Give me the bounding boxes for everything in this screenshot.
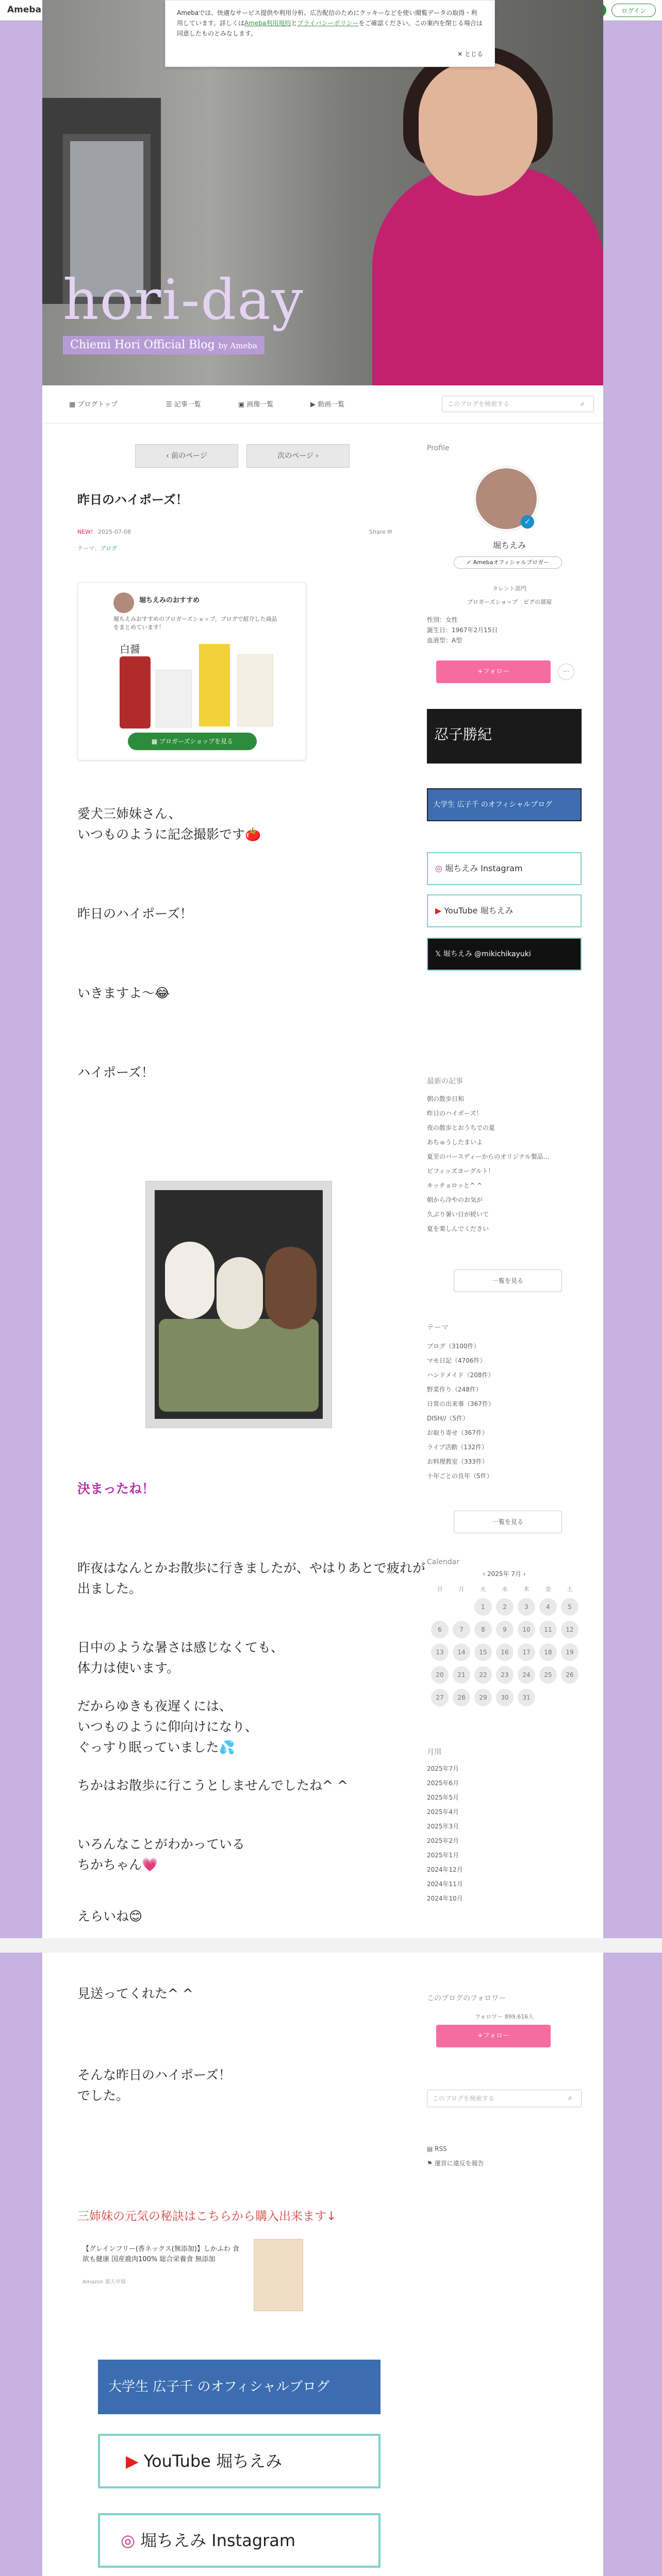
para-19: でした。 [77,2088,129,2103]
calendar-day[interactable]: 26 [561,1666,578,1684]
theme-item[interactable]: 十年ごとの良年（5件） [427,1472,493,1480]
nav-entry-list[interactable]: ☰ 記事一覧 [166,401,201,409]
blog-title[interactable]: hori-day [63,268,304,332]
para-12: ぐっすり眠っていました💦 [77,1740,235,1755]
para-20: 三姉妹の元気の秘訣はこちらから購入出来ます↓ [77,2210,337,2223]
prev-page-button[interactable]: ‹ 前のページ [135,444,238,468]
calendar-weekday: 土 [567,1586,573,1592]
official-badge: ✓ Amebaオフィシャルブロガー [454,556,562,569]
calendar-day[interactable]: 10 [518,1621,535,1638]
calendar-weekday: 火 [480,1586,486,1592]
calendar-day[interactable]: 4 [539,1598,557,1616]
theme-item[interactable]: お取り寄せ（367件） [427,1429,488,1436]
theme-item[interactable]: マモ日記（4706件） [427,1357,486,1364]
para-6: 決まったね！ [77,1481,155,1496]
sidebar-x-banner[interactable]: 𝕏 堀ちえみ @mikichikayuki [427,938,582,971]
calendar-day[interactable]: 24 [518,1666,535,1684]
product-box-3 [237,654,273,726]
archive-item[interactable]: 2024年11月 [427,1880,463,1888]
shop-brand: 白醤 [120,643,140,655]
article-theme: テーマ：ブログ [77,545,117,552]
archive-item[interactable]: 2025年4月 [427,1808,459,1816]
archive-item[interactable]: 2025年6月 [427,1780,459,1787]
calendar-day[interactable]: 21 [453,1666,470,1684]
blog-subtitle: Chiemi Hori Official Blog by Ameba [63,336,264,354]
archive-item[interactable]: 2025年7月 [427,1765,459,1772]
ameba-logo[interactable]: Ameba [7,5,42,15]
book-banner[interactable]: 忍子勝紀 [427,709,582,764]
recent-entry[interactable]: ビフィッズヨーグルト！ [427,1167,494,1175]
para-8: 日中のような暑さは感じなくても、 [77,1640,284,1655]
calendar-day[interactable]: 12 [561,1621,578,1638]
shop-avatar [113,592,134,613]
recent-entry[interactable]: 昨日のハイポーズ！ [427,1110,483,1117]
recent-entry[interactable]: 夏至のバースディーからのオリジナル製品… [427,1153,550,1160]
archive-item[interactable]: 2025年5月 [427,1794,459,1801]
calendar-day[interactable]: 27 [431,1689,449,1706]
calendar-day[interactable]: 18 [539,1643,557,1661]
calendar-day[interactable]: 14 [453,1643,470,1661]
para-9: 体力は使います。 [77,1660,180,1675]
para-2: いつものように記念撮影です🍅 [77,827,261,842]
header-person-face [419,62,537,196]
sidebar-official-blog-banner[interactable]: 大学生 広子千 のオフィシャルブログ [427,788,582,821]
calendar-weekday: 月 [458,1586,465,1592]
product-sub: Amazon 楽天市場 [82,2279,126,2285]
product-image[interactable] [254,2239,303,2311]
archive-item[interactable]: 2025年3月 [427,1823,459,1830]
theme-link[interactable]: ブログ [100,545,117,552]
product-box-1 [156,670,192,727]
search-icon[interactable]: ⌕ [581,400,585,408]
calendar-day[interactable]: 9 [496,1621,514,1638]
recent-entry[interactable]: 朝の散歩日和 [427,1095,465,1103]
product-title[interactable]: 【グレインフリー(香ネックス(無添加)】しかふわ 食欲も健康 国産鹿肉100% 総合栄養食 無添加 [82,2245,240,2263]
sidebar-search-input[interactable]: このブログを検索する [427,2090,582,2107]
para-10: だからゆきも夜遅くには、 [77,1699,233,1714]
more-menu-icon[interactable]: ⋯ [558,664,574,680]
header-person-body [372,165,603,385]
calendar-weekday: 日 [437,1586,443,1592]
calendar-day[interactable]: 1 [474,1598,492,1616]
theme-item[interactable]: お料理教室（333件） [427,1458,488,1465]
calendar-day[interactable]: 22 [474,1666,492,1684]
para-17: 見送ってくれた^ ^ [77,1986,193,2001]
theme-more-button[interactable]: 一覧を見る [454,1511,562,1533]
nav-image-list[interactable]: ▣ 画像一覧 [238,401,274,409]
profile-birthday: 誕生日：1967年2月15日 [427,626,498,634]
recent-entry[interactable]: 夜の散歩とおうちでの夏 [427,1124,495,1131]
para-16: えらいね😊 [77,1909,143,1924]
new-badge: NEW! [77,529,93,535]
blog-nav [42,385,603,423]
para-11: いつものように仰向けになり、 [77,1719,258,1734]
next-page-button[interactable]: 次のページ › [246,444,350,468]
calendar-day[interactable]: 31 [518,1689,535,1706]
recent-entry[interactable]: あちゅうしたまいよ [427,1139,483,1146]
rss-link[interactable]: ▤ RSS [427,2145,447,2153]
para-5: ハイポーズ！ [77,1065,154,1080]
youtube-banner[interactable]: ▶ YouTube 堀ちえみ [98,2434,380,2488]
recent-entry[interactable]: 朝から冷やのお気が [427,1196,483,1204]
calendar-day[interactable]: 28 [453,1689,470,1706]
product-box-2 [199,644,230,726]
shop-desc: 堀ちえみおすすめのブロガーズショップ。ブログで紹介した商品をまとめています！ [113,616,277,631]
follower-count: フォロワー 899,616人 [474,2013,534,2020]
calendar-weekday: 水 [502,1586,508,1592]
panel-gap [0,1938,662,1953]
archive-item[interactable]: 2024年12月 [427,1866,463,1873]
calendar-day[interactable]: 17 [518,1643,535,1661]
calendar-month: ‹ 2025年 7月 › [483,1570,526,1578]
theme-item[interactable]: ライブ活動（132件） [427,1444,488,1451]
nav-video-list[interactable]: ▶ 動画一覧 [310,401,345,409]
recent-more-button[interactable]: 一覧を見る [454,1269,562,1292]
theme-item[interactable]: DISH//（5件） [427,1415,469,1422]
calendar-day[interactable]: 8 [474,1621,492,1638]
instagram-banner[interactable]: ◎ 堀ちえみ Instagram [98,2513,380,2568]
theme-item[interactable]: ブログ（3100件） [427,1343,480,1350]
calendar-day[interactable]: 7 [453,1621,470,1638]
para-4: いきますよ〜😂 [77,986,170,1001]
recent-entry[interactable]: キッチョロッと^ ^ [427,1182,483,1189]
follow-button-bottom[interactable]: +フォロー [436,2025,551,2047]
shop-name: 堀ちえみのおすすめ [139,597,200,604]
calendar-weekday: 木 [523,1586,529,1592]
profile-name[interactable]: 堀ちえみ [492,540,526,550]
para-15: ちかちゃん💗 [77,1857,158,1872]
profile-links[interactable]: ブロガーズショップ ピグの部屋 [467,599,552,605]
dog-brown [265,1247,317,1329]
para-7: 昨夜はなんとかお散歩に行きましたが、やはりあとで疲れが出ました。 [77,1561,426,1596]
blog-search-input[interactable]: このブログを検索する [442,396,594,412]
calendar-day[interactable]: 19 [561,1643,578,1661]
archive-item[interactable]: 2025年1月 [427,1852,459,1859]
recent-entry[interactable]: 久ぶり暑い日が続いて [427,1211,489,1218]
calendar-title: Calendar [427,1558,459,1566]
calendar-weekday: 金 [545,1586,551,1592]
share-link[interactable]: Share ✉ [369,529,392,535]
para-18: そんな昨日のハイポーズ！ [77,2067,231,2082]
profile-gender: 性別：女性 [427,616,458,623]
login-button[interactable]: ログイン [611,4,656,17]
recent-title: 最新の記事 [427,1077,463,1086]
calendar-day[interactable]: 20 [431,1666,449,1684]
calendar-day[interactable]: 6 [431,1621,449,1638]
article-date: 2025-07-08 [98,529,131,535]
theme-item[interactable]: 野菜作り（248件） [427,1386,482,1393]
verified-icon: ✓ [521,515,534,529]
follow-button[interactable]: +フォロー [436,660,551,683]
article-title[interactable]: 昨日のハイポーズ！ [77,493,188,507]
theme-item[interactable]: ハンドメイド（208件） [427,1371,494,1379]
calendar-day[interactable]: 29 [474,1689,492,1706]
shop-button[interactable]: ▦ ブロガーズショップを見る [128,733,257,750]
archive-title: 月別 [427,1748,441,1756]
theme-title: テーマ [427,1324,449,1332]
calendar-day[interactable]: 11 [539,1621,557,1638]
calendar-day[interactable]: 16 [496,1643,514,1661]
sidebar-youtube-banner[interactable]: ▶ YouTube 堀ちえみ [427,894,582,927]
sidebar-instagram-banner[interactable]: ◎ 堀ちえみ Instagram [427,852,582,885]
dog-cushion [159,1319,319,1412]
follower-title: このブログのフォロワー [427,1994,506,2003]
cookie-close-button[interactable]: ✕ とじる [457,50,483,58]
recent-entry[interactable]: 夏を楽しんでください [427,1225,489,1232]
official-blog-banner[interactable]: 大学生 広子千 のオフィシャルブログ [98,2360,380,2414]
calendar-day[interactable]: 23 [496,1666,514,1684]
para-14: いろんなことがわかっている [77,1837,245,1852]
para-13: ちかはお散歩に行こうとしませんでしたね^ ^ [77,1778,348,1793]
calendar-day[interactable]: 25 [539,1666,557,1684]
para-3: 昨日のハイポーズ！ [77,906,193,921]
profile-category: タレント部門 [492,585,526,592]
cookie-banner: Amebaでは、快適なサービス提供や利用分析、広告配信のためにクッキーなどを使い閲覧データの取得・利用しています。詳しくはAmeba利用規約とプライバシーポリシーをご確認ください。この案内を閉じる場合は同意したものとみなします。 ✕ とじる [165,0,495,67]
dog-white-1 [165,1242,214,1319]
calendar-day[interactable]: 15 [474,1643,492,1661]
para-1: 愛犬三姉妹さん、 [77,806,181,821]
dog-white-2 [217,1257,263,1329]
profile-title: Profile [427,444,450,452]
nav-blog-top[interactable]: ▦ ブログトップ [69,401,118,409]
calendar-day[interactable]: 13 [431,1643,449,1661]
sidebar-search-icon[interactable]: ⌕ [568,2094,572,2102]
calendar-day[interactable]: 2 [496,1598,514,1616]
calendar-day[interactable]: 30 [496,1689,514,1706]
calendar-day[interactable]: 3 [518,1598,535,1616]
calendar-day[interactable]: 5 [561,1598,578,1616]
profile-blood: 血液型：A型 [427,637,462,644]
report-link[interactable]: ⚑ 運営に違反を報告 [427,2160,484,2167]
product-bottle-1 [120,656,151,728]
archive-item[interactable]: 2024年10月 [427,1895,463,1902]
archive-item[interactable]: 2025年2月 [427,1837,459,1844]
theme-item[interactable]: 日常の出来事（367件） [427,1400,494,1408]
terms-link[interactable]: Ameba利用規約 [244,20,291,27]
privacy-link[interactable]: プライバシーポリシー [297,20,359,27]
